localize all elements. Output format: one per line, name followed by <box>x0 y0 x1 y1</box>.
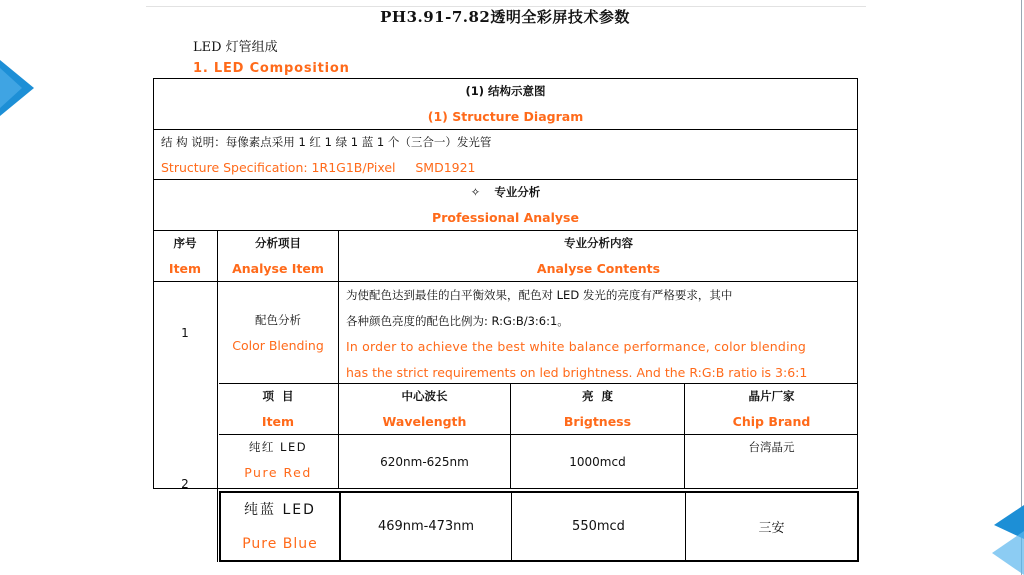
column-header-contents-cn: 专业分析内容 <box>564 236 633 250</box>
column-header-analyse-item-cn: 分析项目 <box>255 236 301 250</box>
column-header-contents-en: Analyse Contents <box>536 261 661 276</box>
row1-item-en: Color Blending <box>232 337 324 353</box>
row2-header-wavelength-cn: 中心波长 <box>401 389 448 403</box>
blue-led-chip: 三安 <box>758 521 785 536</box>
structure-spec-cn: 结 构 说明：每像素点采用 1 红 1 绿 1 蓝 1 个（三合一）发光管 <box>161 134 492 149</box>
row2-header-brightness <box>511 384 684 434</box>
red-led-name-en: Pure Red <box>244 465 312 480</box>
row1-item-cn: 配色分析 <box>255 312 301 327</box>
blue-led-wavelength-cell <box>341 493 511 560</box>
red-led-brightness-cell <box>511 435 684 489</box>
row2-header-item-en: Item <box>261 414 295 429</box>
analysis-heading-cn-line <box>471 180 541 205</box>
right-arrow-decoration <box>992 505 1024 575</box>
red-led-wavelength-cell <box>339 435 510 489</box>
red-led-name-cell <box>218 435 338 489</box>
column-header-item <box>153 231 217 281</box>
slide-frame-edge <box>1021 0 1022 575</box>
row2-header-wavelength <box>339 384 510 434</box>
left-arrow-decoration <box>0 58 34 118</box>
row2-header-brightness-en: Brigtness <box>563 414 632 429</box>
structure-heading-cell <box>153 79 858 129</box>
blue-led-wavelength: 469nm-473nm <box>377 519 475 534</box>
row2-number: 2 <box>181 477 189 489</box>
row1-content-cn-line2: 各种颜色亮度的配色比例为: R:G:B/3:6:1。 <box>346 313 569 328</box>
blue-led-name-en: Pure Blue <box>242 535 318 552</box>
row1-number: 1 <box>181 325 189 340</box>
blue-led-name-cn: 纯蓝 LED <box>244 501 316 518</box>
section-heading-cn: LED 灯管组成 <box>193 40 278 55</box>
blue-led-brightness: 550mcd <box>572 519 625 534</box>
analysis-heading-cell <box>153 180 858 230</box>
section-heading-en: 1. LED Composition <box>193 61 350 76</box>
document-title: PH3.91-7.82透明全彩屏技术参数 <box>380 8 630 26</box>
red-led-chip: 台湾晶元 <box>748 440 795 454</box>
column-header-analyse-item-en: Analyse Item <box>232 261 324 276</box>
row2-header-chip-en: Chip Brand <box>732 414 811 429</box>
row2-header-chip-cn: 晶片厂家 <box>748 389 795 403</box>
red-led-brightness: 1000mcd <box>569 455 626 469</box>
row1-item-cell <box>218 282 338 383</box>
structure-spec-en: Structure Specification: 1R1G1B/Pixel SMD1921 <box>161 159 476 175</box>
row1-content-cn-line1: 为使配色达到最佳的白平衡效果，配色对 LED 发光的亮度有严格要求，其中 <box>346 288 733 302</box>
row1-number-cell <box>153 282 217 383</box>
structure-spec-cell <box>153 130 858 179</box>
analysis-heading-cn: 专业分析 <box>494 185 541 199</box>
row1-content <box>346 283 854 385</box>
row2-header-item-cn: 项 目 <box>262 389 294 403</box>
row2-header-wavelength-en: Wavelength <box>382 414 467 429</box>
column-header-contents <box>339 231 858 281</box>
structure-heading-en: (1) Structure Diagram <box>427 109 584 124</box>
blue-led-brightness-cell <box>512 493 685 560</box>
row2-number-cell <box>153 474 217 489</box>
row2-header-chip <box>685 384 858 434</box>
red-led-wavelength: 620nm-625nm <box>380 455 469 469</box>
blue-led-name-cell <box>221 493 339 560</box>
row2-header-item <box>218 384 338 434</box>
row1-content-en-line1: In order to achieve the best white balance performance, color blending <box>346 339 806 354</box>
column-header-item-en: Item <box>168 261 202 276</box>
analysis-heading-en: Professional Analyse <box>432 210 579 225</box>
red-led-chip-cell <box>685 435 858 489</box>
table-rule <box>217 489 218 562</box>
row1-content-en-line2: has the strict requirements on led brightness. And the R:G:B ratio is 3:6:1 <box>346 364 808 380</box>
structure-heading-cn: (1) 结构示意图 <box>465 84 546 98</box>
column-header-item-cn: 序号 <box>173 236 197 250</box>
diamond-bullet-icon: ✧ <box>470 185 481 199</box>
column-header-analyse-item <box>218 231 338 281</box>
blue-led-chip-cell <box>686 493 857 560</box>
row2-header-brightness-cn: 亮 度 <box>581 389 613 403</box>
red-led-name-cn: 纯红 LED <box>248 440 308 454</box>
